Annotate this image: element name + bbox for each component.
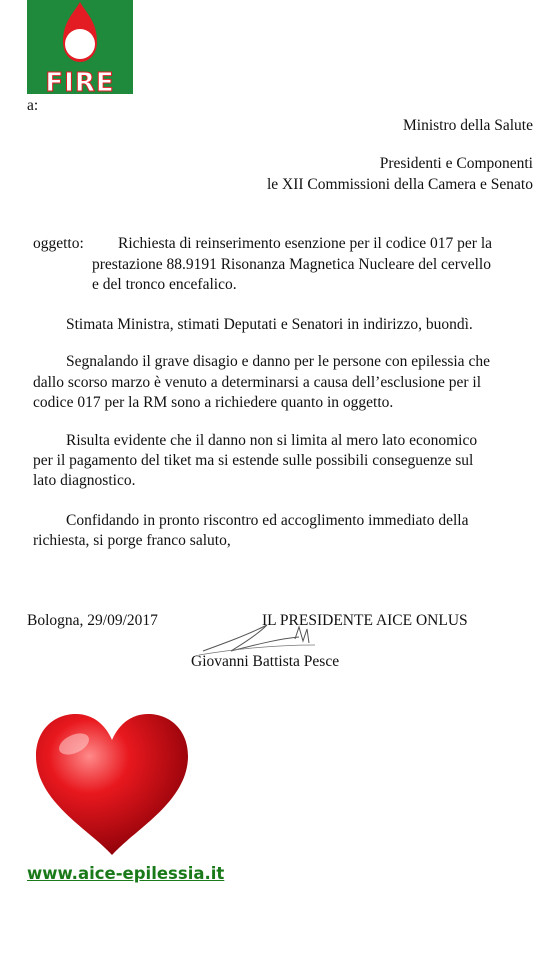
paragraph-2-line-3: lato diagnostico. (33, 472, 136, 489)
subject-line-3: e del tronco encefalico. (92, 276, 237, 293)
logo-text: FIRE (45, 68, 115, 94)
paragraph-3-line-1: Confidando in pronto riscontro ed accoglimento immediato della (66, 512, 469, 529)
signer-name: Giovanni Battista Pesce (191, 653, 340, 670)
signer-title: IL PRESIDENTE AICE ONLUS (262, 612, 468, 629)
paragraph-2-line-2: per il pagamento del tiket ma si estende sulle possibili conseguenze sul (33, 452, 474, 469)
recipients-label: a: (27, 97, 39, 114)
recipient-line-3: le XII Commissioni della Camera e Senato (266, 176, 533, 193)
fire-logo (27, 0, 133, 94)
greeting: Stimata Ministra, stimati Deputati e Senatori in indirizzo, buondì. (66, 316, 473, 333)
paragraph-1-line-1: Segnalando il grave disagio e danno per le persone con epilessia che (66, 353, 490, 370)
website-link[interactable]: www.aice-epilessia.it (27, 864, 225, 883)
place-date: Bologna, 29/09/2017 (27, 612, 158, 629)
recipient-line-1: Ministro della Salute (402, 117, 533, 134)
subject-line-1: Richiesta di reinserimento esenzione per il codice 017 per la (118, 235, 493, 252)
paragraph-1-line-3: codice 017 per la RM sono a richiedere quanto in oggetto. (33, 394, 394, 411)
subject-label: oggetto: (33, 235, 84, 252)
paragraph-2-line-1: Risulta evidente che il danno non si limita al mero lato economico (66, 432, 478, 449)
paragraph-1-line-2: dallo scorso marzo è venuto a determinarsi a causa dell’esclusione per il (33, 374, 482, 391)
recipient-line-2: Presidenti e Componenti (379, 155, 533, 172)
subject-line-2: prestazione 88.9191 Risonanza Magnetica Nucleare del cervello (92, 256, 491, 273)
paragraph-3-line-2: richiesta, si porge franco saluto, (33, 532, 231, 549)
heart-icon (32, 710, 192, 860)
